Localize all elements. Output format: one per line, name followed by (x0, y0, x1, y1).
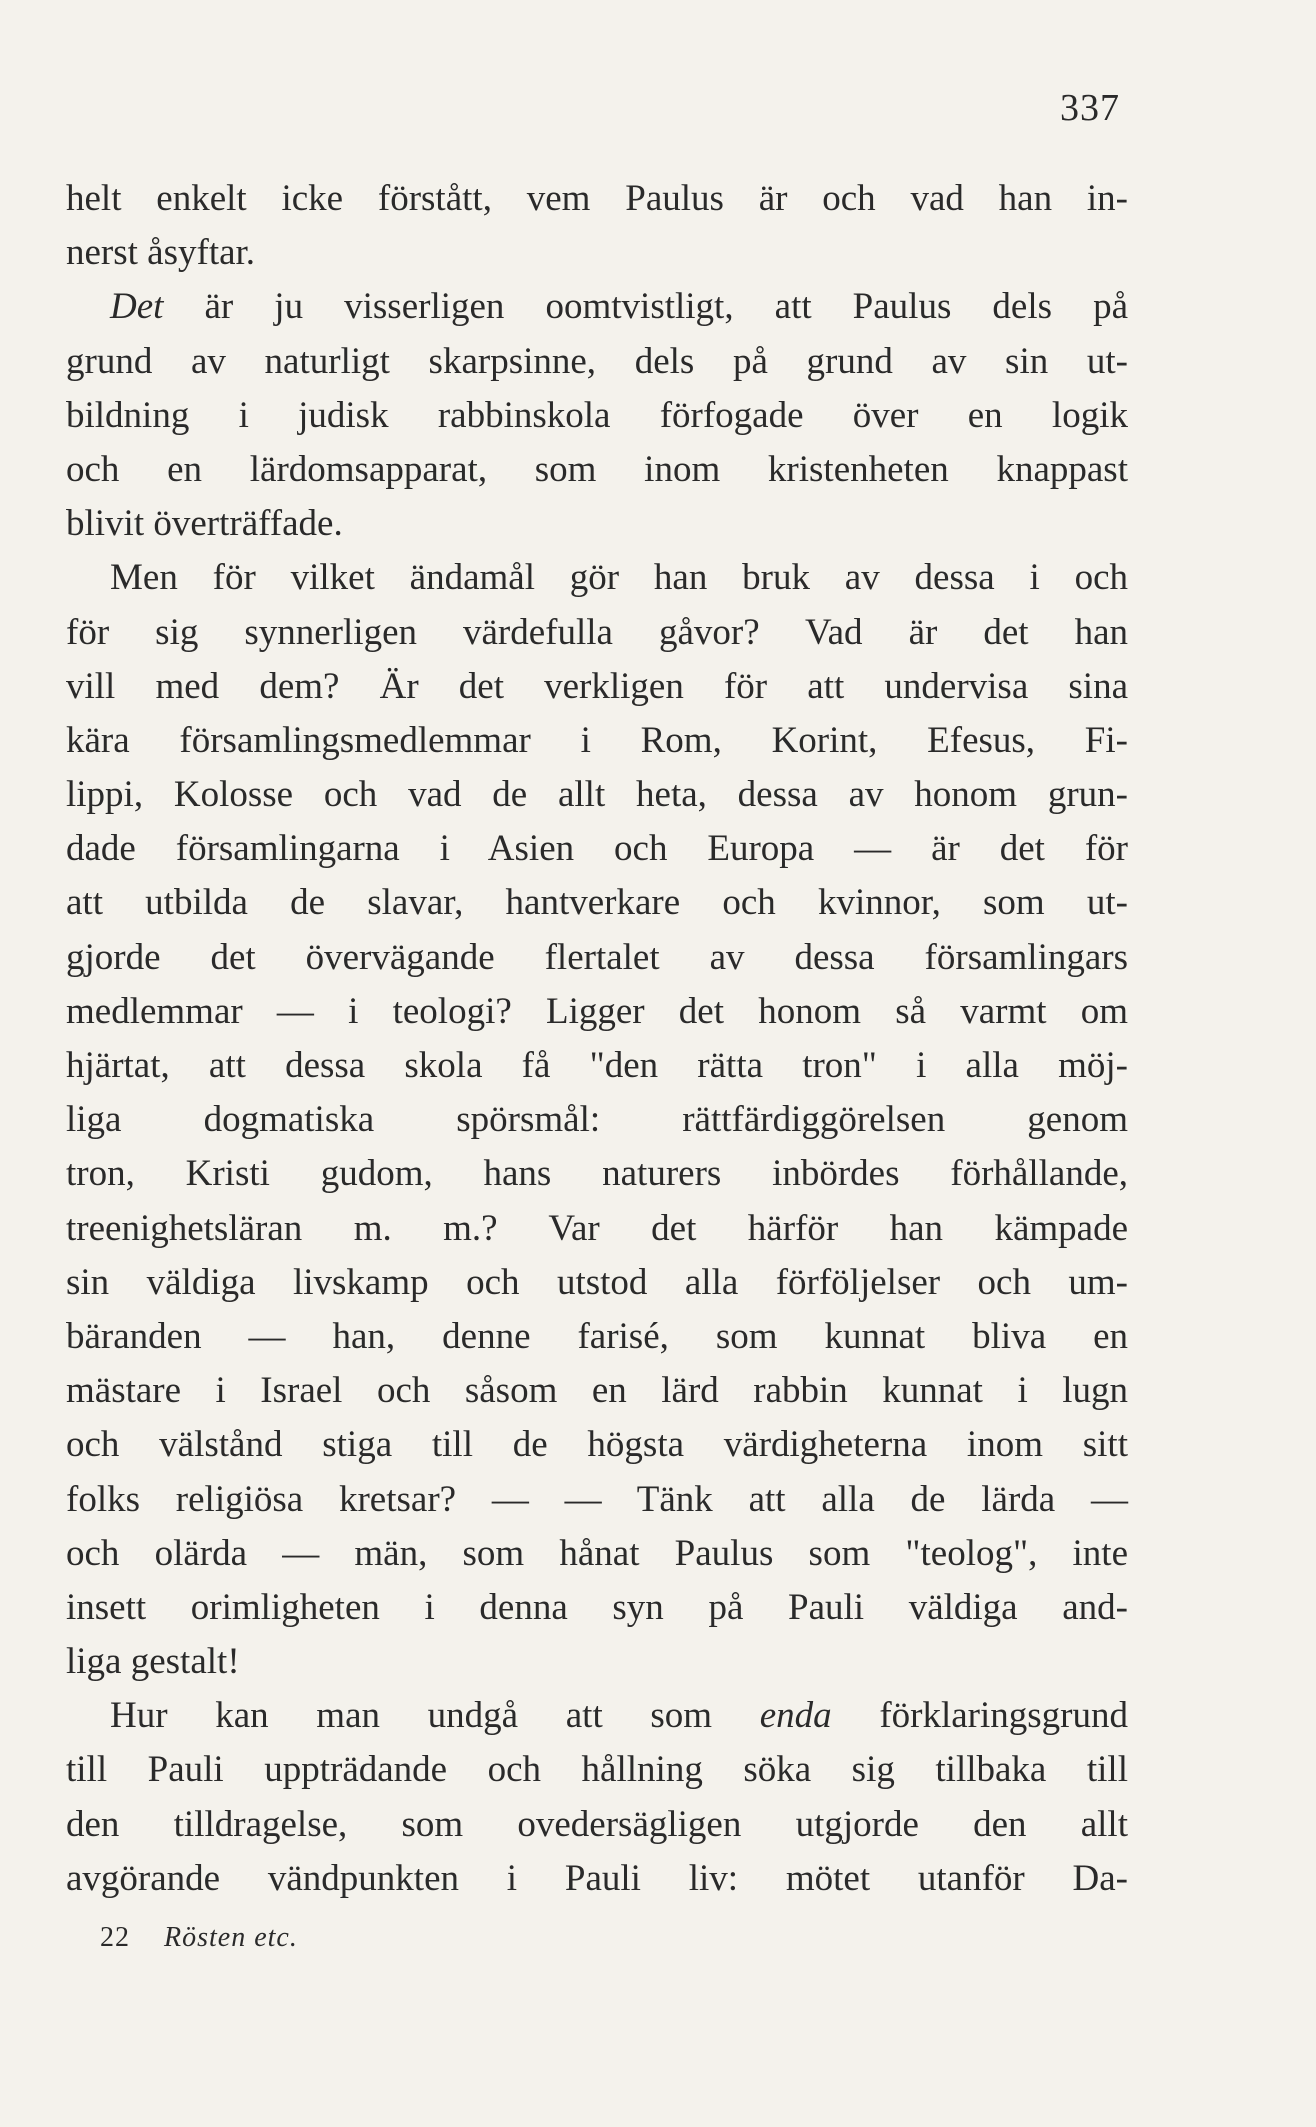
text-line (66, 443, 1128, 497)
line-text: lippi, Kolosse och vad de allt heta, dessa av honom grun- (66, 774, 1128, 816)
text-line (66, 280, 1128, 334)
line-text: bäranden — han, denne farisé, som kunnat bliva en (66, 1315, 1128, 1357)
text-line (66, 1798, 1128, 1852)
text-line (66, 389, 1128, 443)
line-text: och välstånd stiga till de högsta värdigheterna inom sitt (66, 1424, 1128, 1466)
line-text: att utbilda de slavar, hantverkare och kvinnor, som ut- (66, 882, 1128, 924)
line-text: avgörande vändpunkten i Pauli liv: mötet utanför Da- (66, 1857, 1128, 1899)
text-line (66, 714, 1128, 768)
line-text: och en lärdomsapparat, som inom kristenheten knappast (66, 448, 1128, 490)
line-text: treenighetsläran m. m.? Var det härför han kämpade (66, 1207, 1128, 1249)
line-text: vill med dem? Är det verkligen för att undervisa sina (66, 665, 1128, 707)
text-line (66, 1418, 1128, 1472)
text-line (66, 1039, 1128, 1093)
text-line (66, 1473, 1128, 1527)
line-text: och olärda — män, som hånat Paulus som "teolog", inte (66, 1532, 1128, 1574)
signature-number: 22 (100, 1922, 130, 1953)
text-line (66, 497, 1128, 551)
line-text: Men för vilket ändamål gör han bruk av dessa i och (110, 557, 1128, 599)
line-text: bildning i judisk rabbinskola förfogade över en logik (66, 394, 1128, 436)
line-text: till Pauli uppträdande och hållning söka sig tillbaka till (66, 1749, 1128, 1791)
text-line (66, 1147, 1128, 1201)
text-line (66, 226, 1128, 280)
line-text: gjorde det övervägande flertalet av dessa församlingars (66, 936, 1128, 978)
line-text: liga gestalt! (66, 1641, 240, 1683)
page-number: 337 (1060, 87, 1120, 129)
text-line (66, 1364, 1128, 1418)
text-line (66, 606, 1128, 660)
line-text: dade församlingarna i Asien och Europa — är det för (66, 828, 1128, 870)
text-line (66, 660, 1128, 714)
line-text: blivit överträffade. (66, 503, 343, 545)
line-text: liga dogmatiska spörsmål: rättfärdiggörelsen genom (66, 1099, 1128, 1141)
line-text: hjärtat, att dessa skola få "den rätta tron" i alla möj- (66, 1045, 1128, 1086)
text-line (66, 1743, 1128, 1797)
text-line (66, 335, 1128, 389)
line-text: Hur kan man undgå att som (110, 1695, 760, 1737)
line-text: medlemmar — i teologi? Ligger det honom så varmt om (66, 990, 1128, 1032)
text-line (66, 551, 1128, 605)
text-line (66, 768, 1128, 822)
text-line (66, 1581, 1128, 1635)
line-text: den tilldragelse, som ovedersägligen utgjorde den allt (66, 1803, 1128, 1845)
text-line (66, 1635, 1128, 1689)
line-text: insett orimligheten i denna syn på Pauli väldiga and- (66, 1586, 1128, 1628)
text-line (66, 822, 1128, 876)
line-text: folks religiösa kretsar? — — Tänk att alla de lärda — (66, 1478, 1128, 1520)
text-line (66, 985, 1128, 1039)
text-line (66, 1527, 1128, 1581)
line-text: tron, Kristi gudom, hans naturers inbördes förhållande, (66, 1153, 1128, 1195)
text-line (66, 1852, 1128, 1906)
text-line (66, 931, 1128, 985)
printer-signature (100, 1922, 298, 1954)
line-text: för sig synnerligen värdefulla gåvor? Vad är det han (66, 611, 1128, 653)
emphasized-word: enda (759, 1695, 832, 1737)
emphasized-word: Det (110, 286, 164, 328)
text-line (66, 1202, 1128, 1256)
text-line (66, 1310, 1128, 1364)
body-text (66, 172, 1128, 1906)
line-text: sin väldiga livskamp och utstod alla förföljelser och um- (66, 1261, 1128, 1303)
text-line (66, 1256, 1128, 1310)
line-text: nerst åsyftar. (66, 232, 256, 274)
text-line (66, 876, 1128, 930)
line-text: helt enkelt icke förstått, vem Paulus är och vad han in- (66, 178, 1128, 219)
line-text: grund av naturligt skarpsinne, dels på grund av sin ut- (66, 340, 1128, 382)
text-line (66, 1093, 1128, 1147)
text-line (66, 172, 1128, 226)
line-text-tail: förklaringsgrund (831, 1695, 1129, 1737)
line-text: är ju visserligen oomtvistligt, att Paulus dels på (163, 286, 1128, 328)
line-text: mästare i Israel och såsom en lärd rabbin kunnat i lugn (66, 1370, 1128, 1412)
line-text: kära församlingsmedlemmar i Rom, Korint, Efesus, Fi- (66, 719, 1128, 761)
text-line (66, 1689, 1128, 1743)
signature-title: Rösten etc. (164, 1922, 298, 1953)
